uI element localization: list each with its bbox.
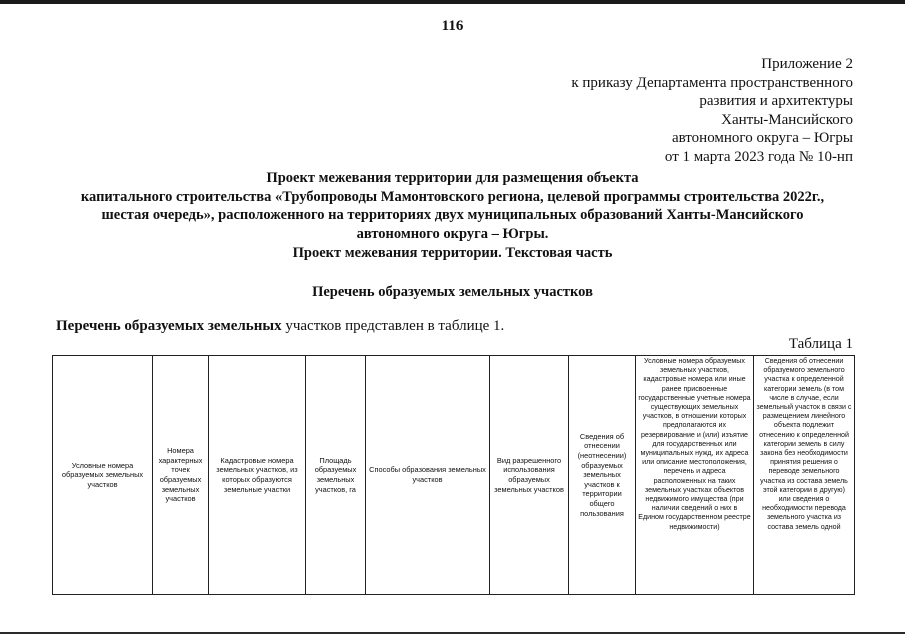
- table-header-row: [53, 356, 855, 595]
- bottom-scan-border: [0, 632, 905, 634]
- header-cell-area: Площадь образуемых земельных участков, га: [306, 356, 366, 595]
- header-cell-permitted-use: Вид разрешенного использования образуемых земельных участков: [490, 356, 569, 595]
- intro-rest-text: участков представлен в таблице 1.: [281, 318, 505, 334]
- appendix-line: автономного округа – Югры: [671, 130, 853, 146]
- appendix-line: Ханты-Мансийского: [721, 111, 853, 128]
- header-cell-reservation: Условные номера образуемых земельных участков, кадастровые номера или иные ранее присвоенные государственные учетные номера существующих земельных участков, в отношении которых предполагаются их резервирование и (или) изъятие для государственных или муниципальных нужд, их адреса или описание местоположения, перечень и адреса расположенных на таких земельных участках объектов недвижимого имущества (при наличии сведений о них в Едином государственном реестре недвижимости): [636, 356, 754, 595]
- appendix-line: от 1 марта 2023 года № 10-нп: [664, 148, 853, 165]
- section-heading: Перечень образуемых земельных участков: [312, 284, 593, 300]
- header-cell-formation-method: Способы образования земельных участков: [366, 356, 490, 595]
- intro-bold-text: Перечень образуемых земельных: [56, 318, 282, 334]
- page-number: 116: [441, 18, 464, 34]
- title-line: капитального строительства «Трубопроводы Мамонтовского региона, целевой программы строительства 2022г.,: [80, 188, 825, 205]
- header-cell-public-use: Сведения об отнесении (неотнесении) образуемых земельных участков к территории общего пользования: [569, 356, 636, 595]
- appendix-block: [571, 55, 853, 166]
- header-cell-cadastral-numbers: Кадастровые номера земельных участков, из которых образуются земельные участки: [209, 356, 306, 595]
- document-subtitle: Проект межевания территории. Текстовая часть: [292, 245, 613, 261]
- land-plots-table: [52, 355, 855, 595]
- title-line: Проект межевания территории для размещения объекта: [266, 170, 639, 186]
- top-scan-border: [0, 0, 905, 4]
- appendix-line: развития и архитектуры: [699, 93, 853, 109]
- document-title: [40, 169, 865, 243]
- appendix-line: Приложение 2: [761, 56, 853, 72]
- title-line: шестая очередь», расположенного на территориях двух муниципальных образований Ханты-Мансийского: [101, 207, 804, 223]
- header-cell-land-category: Сведения об отнесении образуемого земельного участка к определенной категории земель (в том числе в случае, если земельный участок в связи с размещением линейного объекта подлежит отнесению к определенной категории земель в силу закона без необходимости принятия решения о переводе земельного участка из состава земель этой категории в другую) или сведения о необходимости перевода земельного участка из состава земель одной: [754, 356, 855, 595]
- title-line: автономного округа – Югры.: [356, 225, 549, 242]
- intro-paragraph: [56, 318, 504, 335]
- header-cell-plot-numbers: Условные номера образуемых земельных участков: [53, 356, 153, 595]
- appendix-line: к приказу Департамента пространственного: [571, 74, 853, 91]
- header-cell-point-numbers: Номера характерных точек образуемых земельных участков: [153, 356, 209, 595]
- table-label: Таблица 1: [788, 336, 853, 352]
